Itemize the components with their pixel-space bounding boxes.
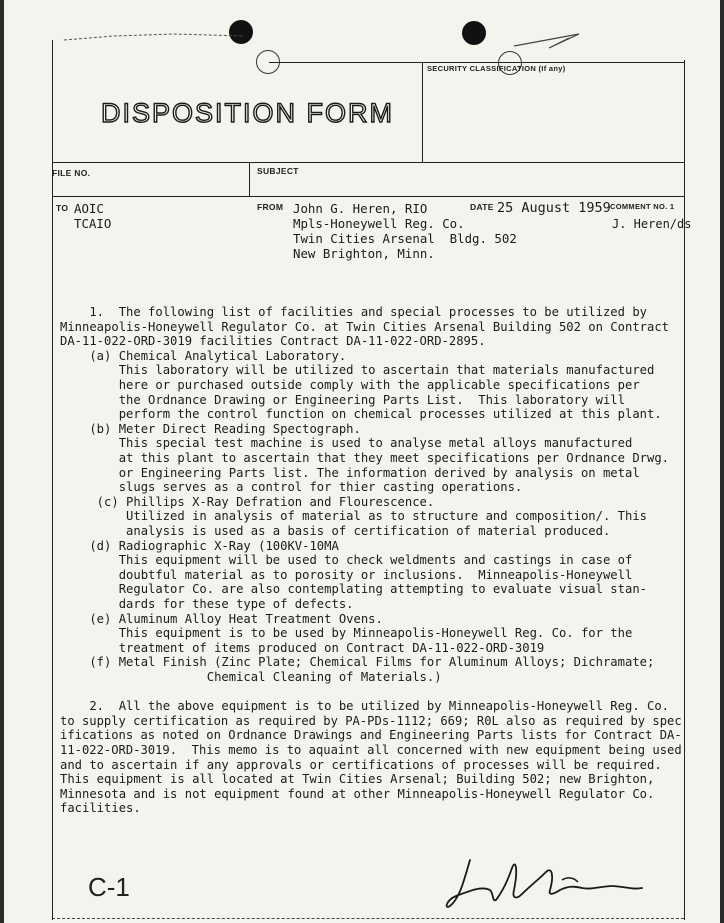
date-value: 25 August 1959 [497,200,611,216]
body-line: Minneapolis-Honeywell Regulator Co. at Twin Cities Arsenal Building 502 on Contract [60,319,670,334]
body-line: This special test machine is used to analyse metal alloys manufactured [60,436,633,451]
from-line: Twin Cities Arsenal Bldg. 502 [293,231,517,246]
signature [442,850,652,912]
memo-body [60,305,684,825]
subject-divider [249,162,250,196]
pen-mark [509,26,589,66]
from-label: FROM [257,202,284,212]
body-line: at this plant to ascertain that they meet specifications per Ordnance Drwg. [60,451,670,465]
body-line: Chemical Cleaning of Materials.) [60,670,442,684]
body-line: (a) Chemical Analytical Laboratory. [60,348,347,363]
to-line: TCAIO [74,216,112,231]
punch-hole-right [462,21,486,45]
from-line: New Brighton, Minn. [293,246,435,261]
form-top-border [269,62,684,63]
page-mark: C-1 [88,872,130,902]
body-line: Utilized in analysis of material as to structure and composition/. This [60,509,647,524]
body-line: This laboratory will be utilized to ascertain that materials manufactured [60,363,655,378]
form-title: DISPOSITION FORM [101,98,395,128]
subject-label: SUBJECT [257,166,299,176]
body-line: analysis is used as a basis of certification of material produced. [60,524,611,538]
body-line: and to ascertain if any approvals or certifications of processes will be required. [60,757,662,772]
body-line: Minnesota and is not equipment found at other Minneapolis-Honeywell Regulator Co. [60,786,655,801]
body-line: (c) Phillips X-Ray Defration and Flourescence. [60,494,435,509]
body-line: DA-11-022-ORD-3019 facilities Contract DA-11-022-ORD-2895. [60,334,486,349]
body-line: doubtful material as to porosity or inclusions. Minneapolis-Honeywell [60,567,633,582]
body-line: This equipment is all located at Twin Cities Arsenal; Building 502; new Brighton, [60,772,655,787]
body-line: (f) Metal Finish (Zinc Plate; Chemical Films for Aluminum Alloys; Dichramate; [60,655,655,670]
document-page [4,0,720,923]
bottom-rule [52,918,684,919]
body-line: (e) Aluminum Alloy Heat Treatment Ovens. [60,611,383,626]
form-right-border [684,60,685,920]
pen-scribble-top-left [54,22,254,62]
body-line: perform the control function on chemical processes utilized at this plant. [60,407,662,422]
date-label: DATE [470,202,494,212]
body-line: the Ordnance Drawing or Engineering Parts List. This laboratory will [60,392,625,407]
row-divider-2 [52,196,684,197]
body-line: here or purchased outside comply with the applicable specifications per [60,378,640,392]
body-line: 11-022-ORD-3019. This memo is to aquaint all concerned with new equipment being used [60,743,682,757]
body-line: dards for these type of defects. [60,597,354,611]
body-line: or Engineering Parts list. The information derived by analysis on metal [60,465,640,480]
comment-label: COMMENT NO. 1 [610,202,675,211]
body-line: slugs serves as a control for thier casting operations. [60,480,523,495]
body-line: facilities. [60,801,141,816]
from-line: Mpls-Honeywell Reg. Co. [293,216,465,231]
to-label: TO [56,203,69,213]
body-line: This equipment will be used to check weldments and castings in case of [60,553,633,568]
body-line: 2. All the above equipment is to be utilized by Minneapolis-Honeywell Reg. Co. [60,699,670,714]
row-divider-1 [52,162,684,163]
body-line: (b) Meter Direct Reading Spectograph. [60,421,361,436]
body-line: to supply certification as required by PA-PDs-1112; 669; R0L also as required by spec [60,713,682,728]
body-line: (d) Radiographic X-Ray (100KV-10MA [60,538,339,553]
body-line: This equipment is to be used by Minneapolis-Honeywell Reg. Co. for the [60,626,633,641]
security-box-divider [422,62,423,162]
from-line: John G. Heren, RIO [293,201,428,216]
file-no-label: FILE NO. [52,168,91,178]
body-line: 1. The following list of facilities and special processes to be utilized by [60,305,647,319]
initials: J. Heren/ds [612,217,692,231]
security-label: SECURITY CLASSIFICATION (If any) [427,64,566,73]
body-line: Regulator Co. are also contemplating attempting to evaluate visual stan- [60,582,647,597]
to-line: AOIC [74,201,104,216]
body-line: treatment of items produced on Contract DA-11-022-ORD-3019 [60,640,545,655]
body-line: ifications as noted on Ordnance Drawings and Engineering Parts lists for Contract DA- [60,728,682,743]
